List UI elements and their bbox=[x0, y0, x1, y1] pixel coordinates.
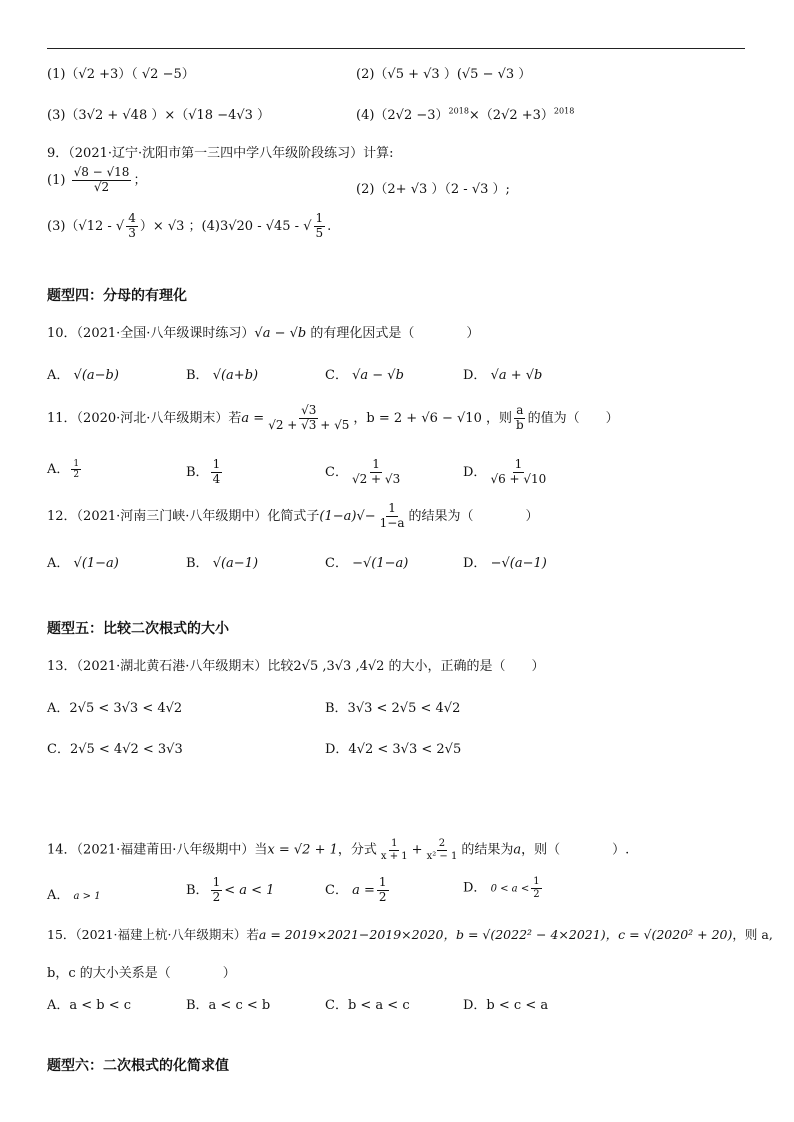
q9-part3-numerator: 4 bbox=[128, 211, 136, 225]
q10-option-b[interactable] bbox=[186, 364, 258, 383]
q14-option-d-fraction bbox=[531, 876, 541, 900]
q10-option-b-label: B． bbox=[186, 368, 209, 383]
q14-option-b-fraction bbox=[211, 876, 223, 905]
q8-part4-base: (4)（2√2 −3） bbox=[356, 108, 449, 123]
q11-option-d-denominator: √6 + √10 bbox=[490, 471, 547, 486]
q15-option-a[interactable]: A．a < b < c bbox=[47, 998, 132, 1013]
q14-option-d-numerator: 1 bbox=[533, 876, 540, 887]
q15-option-c[interactable]: C．b < a < c bbox=[325, 998, 410, 1013]
q9-part1-numerator: √8 − √18 bbox=[73, 165, 130, 179]
q9-part3-head: (3)（√12 - bbox=[47, 218, 116, 234]
q14-stem-tail: ，则（ ）. bbox=[521, 842, 630, 858]
q10-option-d-label: D． bbox=[463, 368, 487, 383]
q11-option-c-fraction bbox=[350, 458, 402, 487]
q14-stem-result: 的结果为 bbox=[461, 842, 514, 858]
q11-ab-denominator: b bbox=[515, 417, 524, 432]
q14-option-c-fraction bbox=[377, 876, 389, 905]
q10-stem bbox=[47, 322, 479, 341]
q12-sqrt-sign: √− bbox=[356, 508, 376, 524]
q12-option-a-label: A． bbox=[47, 556, 70, 571]
q9-part4-fraction bbox=[314, 212, 326, 241]
section-title-5: 题型五：比较二次根式的大小 bbox=[47, 621, 229, 637]
q11-option-b-label: B． bbox=[186, 464, 209, 480]
q14-option-d-denominator: 2 bbox=[533, 888, 540, 900]
q9-part3-fraction bbox=[126, 212, 138, 241]
q14-variable: a bbox=[513, 842, 522, 858]
q8-part4 bbox=[356, 104, 574, 123]
q12-option-d-label: D． bbox=[463, 556, 487, 571]
q12-numerator: 1 bbox=[388, 501, 396, 515]
q10-option-c-label: C． bbox=[325, 368, 348, 383]
q9-part4-tail: . bbox=[327, 218, 332, 234]
section-title-6: 题型六：二次根式的化简求值 bbox=[47, 1058, 229, 1074]
q8-part1: (1)（√2 +3）（ √2 −5） bbox=[47, 67, 195, 82]
q15-stem bbox=[47, 925, 773, 943]
q14-option-c-label: C． bbox=[325, 882, 348, 898]
q8-part4-exponent2: 2018 bbox=[553, 106, 575, 116]
q10-option-a-label: A． bbox=[47, 368, 70, 383]
q10-option-c[interactable] bbox=[325, 364, 404, 383]
q13-option-a[interactable]: A．2√5 < 3√3 < 4√2 bbox=[47, 701, 183, 716]
q11-option-b-numerator: 1 bbox=[212, 457, 221, 471]
q14-option-d-head: 0 < a < bbox=[490, 883, 530, 895]
q12-expression: (1−a) bbox=[319, 508, 357, 524]
q14-stem bbox=[47, 838, 629, 862]
q11-option-b-denominator: 4 bbox=[212, 471, 221, 486]
q11-option-c-numerator: 1 bbox=[372, 457, 380, 471]
q12-denominator: 1−a bbox=[379, 515, 405, 530]
q11-stem-source: 11．（2020·河北·八年级期末）若 bbox=[47, 410, 242, 426]
top-rule bbox=[47, 48, 745, 49]
q11-option-b[interactable] bbox=[186, 458, 224, 487]
q12-option-b-label: B． bbox=[186, 556, 209, 571]
q14-option-b-label: B． bbox=[186, 882, 209, 898]
q14-option-c[interactable] bbox=[325, 876, 391, 905]
q14-fraction-2 bbox=[425, 838, 460, 862]
q9-part3-sqrt-sign: √ bbox=[115, 218, 125, 234]
q14-fraction-1-numerator: 1 bbox=[391, 838, 398, 849]
q14-option-c-denominator: 2 bbox=[378, 889, 387, 904]
q9-part3-4 bbox=[47, 212, 331, 241]
q11-option-a-label: A． bbox=[47, 462, 70, 477]
q10-option-d[interactable] bbox=[463, 364, 542, 383]
q9-part2: (2)（2+ √3 ）（2 - √3 ）; bbox=[356, 182, 510, 197]
q11-option-d-label: D． bbox=[463, 464, 487, 480]
q11-a-fraction bbox=[266, 404, 351, 433]
q15-option-b[interactable]: B．a < c < b bbox=[186, 998, 271, 1013]
q11-stem-tail: 的值为（ ） bbox=[527, 410, 619, 426]
q14-option-a-label: A． bbox=[47, 888, 70, 903]
q15-a-definition: a = 2019×2021−2019×2020 bbox=[258, 927, 444, 942]
q12-option-d[interactable] bbox=[463, 552, 547, 571]
q15-b-definition: ，b = √(2022² − 4×2021) bbox=[443, 927, 606, 942]
q12-option-c[interactable] bbox=[325, 552, 408, 571]
q14-option-b-numerator: 1 bbox=[212, 875, 221, 889]
q11-option-d[interactable] bbox=[463, 458, 550, 487]
q12-option-c-expression: −√(1−a) bbox=[352, 556, 409, 571]
q13-stem: 13．（2021·湖北黄石港·八年级期末）比较2√5 ,3√3 ,4√2 的大小，正确的是（ ） bbox=[47, 659, 545, 674]
q12-option-d-expression: −√(a−1) bbox=[490, 556, 547, 571]
q11-option-c[interactable] bbox=[325, 458, 404, 487]
q14-fraction-2-numerator: 2 bbox=[438, 838, 446, 849]
q10-option-a-expression: √(a−b) bbox=[73, 368, 119, 383]
q12-fraction bbox=[378, 502, 407, 531]
q14-stem-source: 14．（2021·福建莆田·八年级期中）当 bbox=[47, 842, 268, 858]
q10-stem-tail: 的有理化因式是（ ） bbox=[306, 326, 480, 341]
q11-option-a-denominator: 2 bbox=[73, 470, 80, 480]
q15-stem-tail: ，则 a, bbox=[732, 927, 773, 942]
q14-option-a-expression: a > 1 bbox=[73, 891, 101, 902]
q8-part4-exponent1: 2018 bbox=[448, 106, 469, 116]
q11-option-c-denominator: √2 + √3 bbox=[351, 471, 401, 486]
q10-stem-expression: √a − √b bbox=[254, 326, 307, 341]
q11-a-denominator: √2 + √3 + √5 bbox=[268, 417, 350, 432]
section-title-4: 题型四：分母的有理化 bbox=[47, 288, 187, 304]
q9-part4-sqrt-sign: √ bbox=[303, 218, 312, 234]
q14-plus: + bbox=[411, 842, 423, 858]
q11-stem bbox=[47, 404, 619, 433]
q14-option-a[interactable] bbox=[47, 884, 101, 903]
q14-option-b-tail: < a < 1 bbox=[224, 882, 275, 898]
q11-option-a-numerator: 1 bbox=[73, 458, 80, 469]
q13-option-d[interactable]: D．4√2 < 3√3 < 2√5 bbox=[325, 742, 462, 757]
q10-option-d-expression: √a + √b bbox=[490, 368, 543, 383]
q14-fraction-2-denominator: x² − 1 bbox=[426, 850, 458, 862]
q12-option-b[interactable] bbox=[186, 552, 258, 571]
q11-a-numerator: √3 bbox=[301, 403, 317, 417]
q10-stem-source: 10．（2021·全国·八年级课时练习） bbox=[47, 326, 255, 341]
q14-option-d-label: D． bbox=[463, 880, 487, 896]
q9-part1-fraction bbox=[72, 166, 132, 195]
q9-part3-mid: ）× √3 ；(4)3√20 - √45 - bbox=[139, 218, 304, 234]
q10-option-a[interactable] bbox=[47, 364, 119, 383]
q15-stem-line2: b，c 的大小关系是（ ） bbox=[47, 966, 236, 981]
q12-option-a[interactable] bbox=[47, 552, 119, 571]
q11-option-a-fraction bbox=[71, 459, 81, 481]
q9-stem: 9．（2021·辽宁·沈阳市第一三四中学八年级阶段练习）计算: bbox=[47, 146, 394, 161]
q12-option-b-expression: √(a−1) bbox=[212, 556, 259, 571]
q14-option-d[interactable] bbox=[463, 876, 544, 900]
q14-fraction-1 bbox=[379, 838, 410, 862]
q9-part1-tail: ； bbox=[133, 172, 147, 188]
q8-part4-mid: ×（2√2 +3） bbox=[468, 108, 554, 123]
q11-option-c-label: C． bbox=[325, 464, 348, 480]
q11-option-a[interactable] bbox=[47, 458, 83, 480]
q10-option-c-expression: √a − √b bbox=[352, 368, 404, 383]
q15-c-definition: ，c = √(2020² + 20) bbox=[605, 927, 733, 942]
q15-option-d[interactable]: D．b < c < a bbox=[463, 998, 549, 1013]
q9-part4-numerator: 1 bbox=[315, 211, 324, 225]
q12-option-c-label: C． bbox=[325, 556, 348, 571]
q11-ab-numerator: a bbox=[516, 403, 524, 417]
q14-option-c-head: a = bbox=[352, 882, 375, 898]
q11-b-expression: ，b = 2 + √6 − √10 ，则 bbox=[353, 410, 512, 426]
q11-option-d-fraction bbox=[488, 458, 548, 487]
q12-option-a-expression: √(1−a) bbox=[73, 556, 119, 571]
q12-stem bbox=[47, 502, 539, 531]
q8-part2: (2)（√5 + √3 ）(√5 − √3 ） bbox=[356, 67, 532, 82]
q9-part1-denominator: √2 bbox=[93, 179, 110, 194]
q14-option-c-numerator: 1 bbox=[378, 875, 387, 889]
q10-option-b-expression: √(a+b) bbox=[212, 368, 259, 383]
q8-part3: (3)（3√2 + √48 ）×（√18 −4√3 ） bbox=[47, 108, 271, 123]
q12-stem-tail: 的结果为（ ） bbox=[408, 508, 539, 524]
q13-option-b[interactable]: B．3√3 < 2√5 < 4√2 bbox=[325, 701, 461, 716]
q14-x-equals: x = √2 + 1 bbox=[267, 842, 338, 858]
q14-option-b-denominator: 2 bbox=[212, 889, 221, 904]
q14-fraction-1-denominator: x + 1 bbox=[380, 850, 408, 862]
q14-option-b[interactable] bbox=[186, 876, 274, 905]
q13-option-c[interactable]: C．2√5 < 4√2 < 3√3 bbox=[47, 742, 183, 757]
q15-stem-source: 15．（2021·福建上杭·八年级期末）若 bbox=[47, 927, 259, 942]
q11-ab-fraction bbox=[514, 404, 526, 433]
q11-option-b-fraction bbox=[211, 458, 223, 487]
q9-part1-label: (1) bbox=[47, 172, 66, 188]
q11-option-d-numerator: 1 bbox=[514, 457, 523, 471]
q11-a-equals: a = bbox=[241, 410, 265, 426]
q14-stem-mid: ，分式 bbox=[337, 842, 377, 858]
q9-part4-denominator: 5 bbox=[315, 225, 324, 240]
q9-part3-denominator: 3 bbox=[128, 225, 136, 240]
q9-part1 bbox=[47, 166, 146, 195]
q12-stem-source: 12．（2021·河南三门峡·八年级期中）化简式子 bbox=[47, 508, 320, 524]
